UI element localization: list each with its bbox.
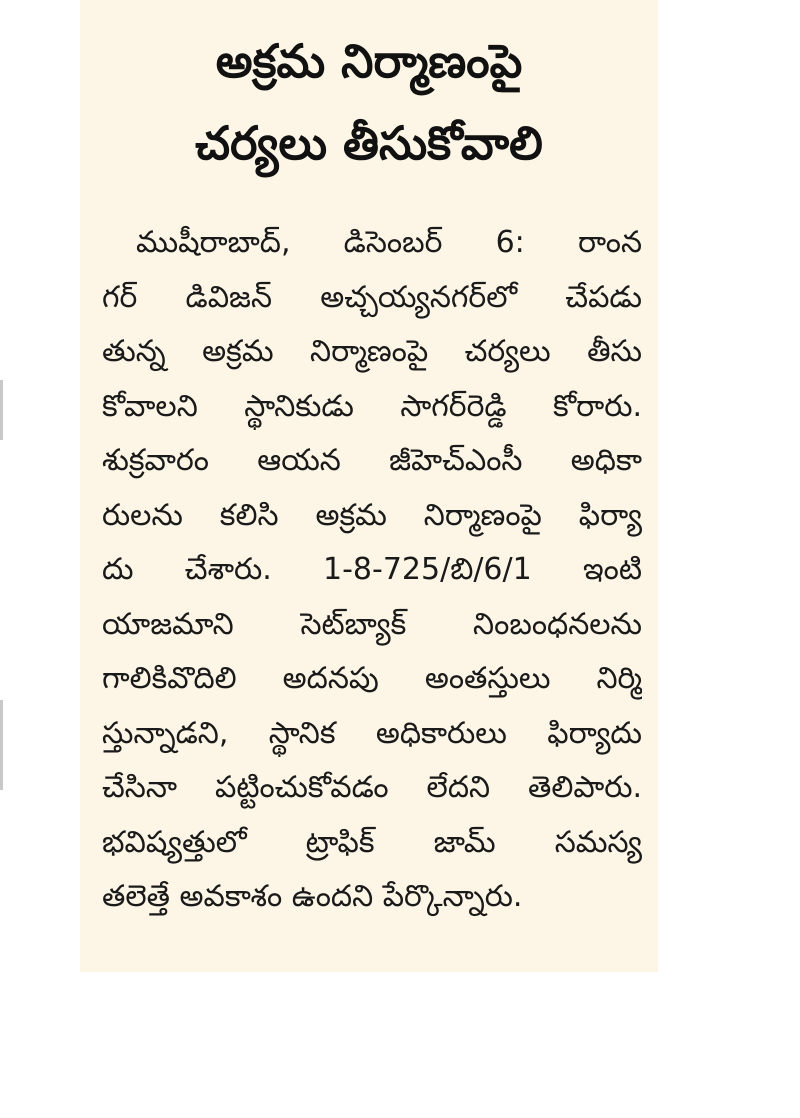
article-line: యాజమాని సెట్‌బ్యాక్ నింబంధనలను (102, 606, 642, 642)
article-line: శుక్రవారం ఆయన జీహెచ్‌ఎంసీ అధికా (102, 443, 642, 478)
article-line: చేసినా పట్టించుకోవడం లేదని తెలిపారు. (102, 770, 642, 805)
headline-line-2: చర్యలు తీసుకోవాలి (195, 116, 543, 170)
article-line: తున్న అక్రమ నిర్మాణంపై చర్యలు తీసు (102, 334, 642, 369)
newspaper-clipping (80, 0, 658, 972)
article-line: కోవాలని స్థానికుడు సాగర్‌రెడ్డి కోరారు. (102, 388, 642, 424)
scan-edge-mark (0, 700, 3, 790)
article-line: భవిష్యత్తులో ట్రాఫిక్ జామ్ సమస్య (102, 824, 642, 860)
article-line: తలెత్తే అవకాశం ఉందని పేర్కొన్నారు. (102, 879, 523, 914)
article-line: గాలికివొదిలి అదనపు అంతస్తులు నిర్మి (102, 661, 642, 696)
article-line: రులను కలిసి అక్రమ నిర్మాణంపై ఫిర్యా (102, 497, 642, 533)
article-line: స్తున్నాడని, స్థానిక అధికారులు ఫిర్యాదు (102, 715, 642, 751)
article-line: దు చేశారు. 1-8-725/బి/6/1 ఇంటి (102, 552, 642, 587)
scan-edge-mark (0, 380, 3, 440)
article-body (102, 216, 642, 925)
headline-line-1: అక్రమ నిర్మాణంపై (215, 34, 523, 88)
article-line: గర్ డివిజన్ అచ్చయ్యనగర్‌లో చేపడు (102, 279, 642, 315)
article-line: ముషీరాబాద్, డిసెంబర్ 6: రాంన (136, 225, 642, 260)
